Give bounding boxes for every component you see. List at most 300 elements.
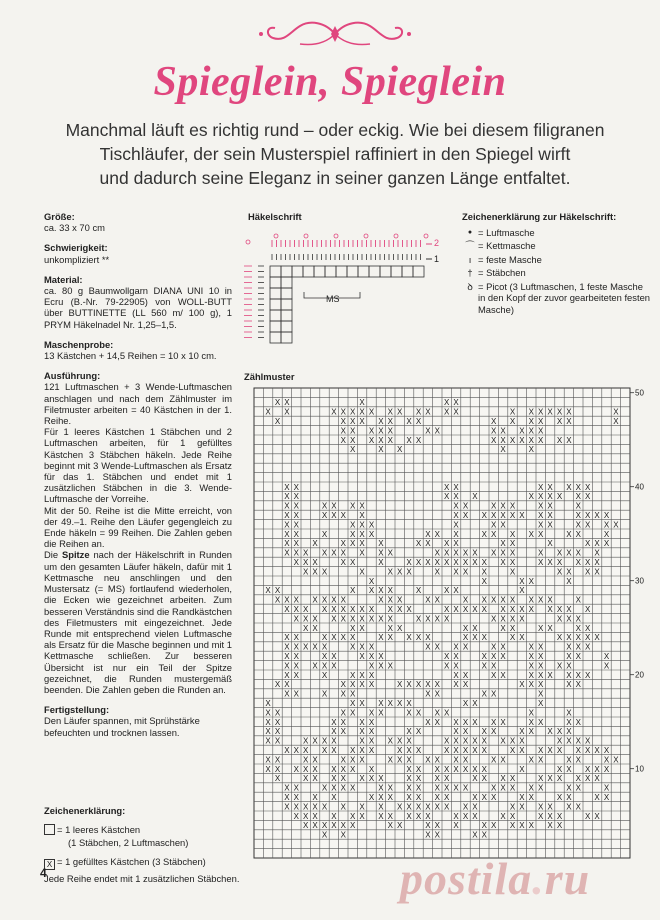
filled-cell: X <box>312 567 318 577</box>
filled-cell: X <box>312 623 318 633</box>
filled-cell: X <box>293 689 299 699</box>
filled-cell: X <box>312 736 318 746</box>
filled-cell: X <box>378 426 384 436</box>
filled-cell: X <box>397 802 403 812</box>
filled-cell: X <box>340 727 346 737</box>
filled-cell: X <box>491 548 497 558</box>
execution-text-3: Mit der 50. Reihe ist die Mitte erreicht, von der 49.–1. Reihe den Läufer gegengleich zu Ende häkeln = 99 Reihen. Die Zahlen geben die Reihen an. <box>44 504 232 550</box>
filled-cell: X <box>378 586 384 596</box>
filled-cell: X <box>509 548 516 558</box>
filled-cell: X <box>359 501 365 511</box>
filled-cell: X <box>547 605 553 614</box>
filled-cell: X <box>331 633 337 643</box>
filled-cell: X <box>321 511 328 520</box>
filled-cell: X <box>368 426 375 436</box>
filled-cell: X <box>575 652 581 661</box>
filled-cell: X <box>331 764 337 774</box>
filled-cell: X <box>500 595 506 605</box>
filled-cell: X <box>350 708 356 718</box>
filled-cell: X <box>359 736 365 746</box>
filet-square <box>325 266 336 277</box>
filled-cell: X <box>387 755 393 765</box>
filet-square <box>281 266 292 277</box>
filled-cell: X <box>547 746 553 755</box>
filled-cell: X <box>274 417 281 426</box>
filled-cell: X <box>519 614 525 624</box>
filled-cell: X <box>453 642 459 652</box>
filled-cell: X <box>312 614 318 624</box>
filled-cell: X <box>321 689 328 699</box>
filled-cell: X <box>293 783 299 793</box>
filled-cell: X <box>397 821 403 831</box>
filled-cell: X <box>509 417 516 426</box>
filled-cell: X <box>509 567 516 577</box>
filled-cell: X <box>585 511 591 520</box>
filled-cell: X <box>491 661 497 671</box>
filled-cell: X <box>594 764 600 774</box>
filled-cell: X <box>566 614 572 624</box>
filled-cell: X <box>303 764 309 774</box>
filled-cell: X <box>538 548 544 558</box>
filled-cell: X <box>462 755 469 765</box>
filled-cell: X <box>340 511 346 520</box>
filled-cell: X <box>585 605 591 614</box>
filled-cell: X <box>368 680 375 690</box>
filled-cell: X <box>293 802 299 812</box>
filet-square <box>380 266 391 277</box>
filled-cell: X <box>491 642 497 652</box>
filled-cell: X <box>406 680 412 690</box>
filled-cell: X <box>387 793 393 802</box>
filet-square <box>369 266 380 277</box>
filled-cell: X <box>491 793 497 802</box>
filled-cell: X <box>415 633 422 643</box>
filled-cell: X <box>265 407 271 417</box>
filled-cell: X <box>434 614 440 624</box>
filled-cell: X <box>303 642 309 652</box>
filled-cell: X <box>538 435 544 445</box>
filled-cell: X <box>425 407 431 417</box>
gauge-heading: Maschenprobe: <box>44 338 114 350</box>
filled-cell: X <box>378 652 384 661</box>
filled-cell: X <box>481 830 487 840</box>
filet-square <box>347 266 358 277</box>
watermark-domain: ru <box>544 853 591 904</box>
filled-cell: X <box>585 642 591 652</box>
filled-cell: X <box>500 642 506 652</box>
filled-cell: X <box>500 755 506 765</box>
filled-cell: X <box>406 633 412 643</box>
filled-cell: X <box>585 774 591 784</box>
filled-cell: X <box>538 623 544 633</box>
filled-cell: X <box>359 407 365 417</box>
filled-cell: X <box>368 736 375 746</box>
filled-cell: X <box>603 539 610 549</box>
filled-cell: X <box>331 614 337 624</box>
filled-cell: X <box>321 783 328 793</box>
filled-cell: X <box>472 746 478 755</box>
filled-cell: X <box>472 558 478 567</box>
filled-cell: X <box>509 736 516 746</box>
filled-cell: X <box>547 482 553 492</box>
difficulty-text: unkompliziert ** <box>44 253 110 265</box>
filled-cell: X <box>585 633 591 643</box>
single-crochet-icon: ı <box>468 253 472 265</box>
filet-square <box>281 332 292 343</box>
filled-cell: X <box>453 821 459 831</box>
filled-cell: X <box>491 652 497 661</box>
filled-cell: X <box>350 529 356 539</box>
filled-cell: X <box>538 699 544 708</box>
count-chart <box>250 384 650 869</box>
filled-cell: X <box>425 821 431 831</box>
filled-cell: X <box>462 605 469 614</box>
filled-cell: X <box>528 793 534 802</box>
filled-cell: X <box>312 764 318 774</box>
filled-cell: X <box>415 435 422 445</box>
filled-cell: X <box>603 793 610 802</box>
filled-cell: X <box>312 539 318 549</box>
filled-cell: X <box>472 764 478 774</box>
filled-cell: X <box>500 774 506 784</box>
filled-cell: X <box>453 492 459 502</box>
filled-cell: X <box>491 426 497 436</box>
filled-cell: X <box>509 811 516 821</box>
filled-cell: X <box>453 755 459 765</box>
page-number: 4 <box>40 866 47 880</box>
filled-cell: X <box>331 652 337 661</box>
filled-cell: X <box>491 614 497 624</box>
filled-cell: X <box>293 539 299 549</box>
filled-cell: X <box>556 435 563 445</box>
filled-cell: X <box>293 811 299 821</box>
filled-cell: X <box>481 746 487 755</box>
filled-cell: X <box>594 511 600 520</box>
picot-mark <box>246 240 250 244</box>
filled-cell: X <box>462 764 469 774</box>
filled-cell: X <box>453 407 459 417</box>
filled-cell: X <box>528 529 534 539</box>
filled-cell: X <box>406 783 412 793</box>
filled-cell: X <box>575 595 581 605</box>
filled-cell: X <box>500 445 506 455</box>
filled-cell: X <box>434 717 440 727</box>
filled-cell: X <box>462 727 469 737</box>
filled-cell: X <box>528 670 534 680</box>
filled-cell: X <box>265 755 271 765</box>
filet-square <box>281 310 292 321</box>
filled-cell: X <box>378 539 384 549</box>
filled-cell: X <box>575 783 581 793</box>
filled-cell: X <box>453 783 459 793</box>
filled-cell: X <box>293 558 299 567</box>
filled-cell: X <box>321 605 328 614</box>
filled-cell: X <box>406 417 412 426</box>
filled-cell: X <box>359 623 365 633</box>
filled-cell: X <box>509 774 516 784</box>
filled-cell: X <box>575 755 581 765</box>
filled-cell: X <box>331 774 337 784</box>
crochet-chart <box>236 226 456 350</box>
filled-cell: X <box>500 605 506 614</box>
filled-cell: X <box>462 548 469 558</box>
picot-icon: ꝺ <box>467 280 473 292</box>
filled-cell: X <box>594 746 600 755</box>
filled-cell: X <box>340 821 346 831</box>
filled-cell: X <box>434 558 440 567</box>
filled-cell: X <box>321 821 328 831</box>
filled-cell: X <box>368 746 375 755</box>
filled-cell: X <box>331 548 337 558</box>
filled-cell: X <box>575 642 581 652</box>
filled-cell: X <box>350 755 356 765</box>
filled-cell: X <box>462 623 469 633</box>
filled-cell: X <box>500 501 506 511</box>
ms-label: MS <box>326 294 340 304</box>
filled-cell: X <box>491 501 497 511</box>
count-chart-label: Zählmuster <box>244 371 295 382</box>
filled-cell: X <box>575 529 581 539</box>
filled-cell: X <box>331 811 337 821</box>
filled-cell: X <box>340 830 346 840</box>
filled-cell: X <box>350 605 356 614</box>
filled-cell: X <box>331 407 337 417</box>
filled-cell: X <box>321 746 328 755</box>
filled-cell: X <box>293 661 299 671</box>
filled-cell: X <box>274 680 281 690</box>
filled-cell: X <box>340 633 346 643</box>
filled-cell: X <box>509 501 516 511</box>
crochet-key <box>462 211 652 317</box>
filled-cell: X <box>519 736 525 746</box>
filled-cell: X <box>481 652 487 661</box>
filled-cell: X <box>509 746 516 755</box>
execution-text-4 <box>44 549 232 695</box>
filled-cell: X <box>312 811 318 821</box>
filled-cell: X <box>359 567 365 577</box>
filled-cell: X <box>500 614 506 624</box>
filled-cell: X <box>368 764 375 774</box>
filled-cell: X <box>528 426 534 436</box>
filled-cell: X <box>444 736 450 746</box>
filled-cell: X <box>265 717 271 727</box>
key-row <box>462 267 652 279</box>
filled-cell: X <box>538 802 544 812</box>
filled-cell: X <box>359 670 365 680</box>
filled-cell: X <box>350 821 356 831</box>
filet-square <box>292 266 303 277</box>
filled-cell: X <box>350 811 356 821</box>
filled-cell: X <box>472 793 478 802</box>
filled-cell: X <box>472 717 478 727</box>
filled-cell: X <box>378 802 384 812</box>
filled-cell: X <box>453 661 459 671</box>
filled-cell: X <box>481 576 487 586</box>
filled-cell: X <box>312 558 318 567</box>
filled-cell: X <box>284 783 290 793</box>
filled-cell: X <box>538 520 544 530</box>
filled-cell: X <box>378 661 384 671</box>
filled-cell: X <box>453 520 459 530</box>
filled-cell: X <box>538 642 544 652</box>
filled-cell: X <box>566 717 572 727</box>
filled-cell: X <box>406 727 412 737</box>
key-row <box>462 227 652 239</box>
legend-empty-text: = 1 leeres Kästchen <box>57 824 141 835</box>
filled-cell: X <box>519 746 525 755</box>
finishing-text: Den Läufer spannen, mit Sprühstärke befeuchten und trocknen lassen. <box>44 715 200 738</box>
filled-cell: X <box>585 736 591 746</box>
filled-cell: X <box>528 755 534 765</box>
filled-cell: X <box>462 746 469 755</box>
filled-cell: X <box>434 595 440 605</box>
row-label: 20 <box>635 670 644 680</box>
filled-cell: X <box>528 407 534 417</box>
filled-cell: X <box>556 407 563 417</box>
filled-cell: X <box>434 830 440 840</box>
filled-cell: X <box>556 633 563 643</box>
filled-cell: X <box>566 661 572 671</box>
filled-cell: X <box>509 529 516 539</box>
filled-cell: X <box>284 529 290 539</box>
filled-cell: X <box>368 670 375 680</box>
filled-cell: X <box>538 511 544 520</box>
filled-cell: X <box>425 830 431 840</box>
filled-cell: X <box>509 539 516 549</box>
filled-cell: X <box>491 435 497 445</box>
filled-cell: X <box>538 482 544 492</box>
filled-cell: X <box>453 482 459 492</box>
filled-cell: X <box>274 595 281 605</box>
filled-cell: X <box>556 614 563 624</box>
filled-cell: X <box>462 633 469 643</box>
filled-cell: X <box>425 680 431 690</box>
filled-cell: X <box>509 595 516 605</box>
filled-cell: X <box>312 661 318 671</box>
filled-cell: X <box>453 567 459 577</box>
filled-cell: X <box>500 783 506 793</box>
filled-cell: X <box>472 623 478 633</box>
filled-cell: X <box>387 821 393 831</box>
filled-cell: X <box>538 501 544 511</box>
filled-cell: X <box>509 558 516 567</box>
filled-cell: X <box>613 755 619 765</box>
filled-cell: X <box>434 680 440 690</box>
filled-cell: X <box>444 398 450 408</box>
filled-cell: X <box>340 717 346 727</box>
filet-square <box>391 266 402 277</box>
filled-cell: X <box>265 736 271 746</box>
filled-cell: X <box>481 558 487 567</box>
filled-cell: X <box>547 811 553 821</box>
filled-cell: X <box>528 595 534 605</box>
filled-cell: X <box>575 511 581 520</box>
filled-cell: X <box>575 746 581 755</box>
filled-cell: X <box>594 774 600 784</box>
filled-cell: X <box>359 417 365 426</box>
chain-stitch-icon: ● <box>467 228 473 236</box>
filled-cell: X <box>350 501 356 511</box>
filled-cell: X <box>613 407 619 417</box>
filled-cell: X <box>415 746 422 755</box>
filled-cell: X <box>566 736 572 746</box>
filled-cell: X <box>321 736 328 746</box>
filled-cell: X <box>406 435 412 445</box>
filled-cell: X <box>387 567 393 577</box>
filet-square <box>303 266 314 277</box>
filled-cell: X <box>434 821 440 831</box>
filled-cell: X <box>387 736 393 746</box>
filled-cell: X <box>303 605 309 614</box>
filled-cell: X <box>321 633 328 643</box>
filled-cell: X <box>359 774 365 784</box>
filled-cell: X <box>331 793 337 802</box>
filled-cell: X <box>378 558 384 567</box>
filled-cell: X <box>415 708 422 718</box>
filled-cell: X <box>415 680 422 690</box>
filled-cell: X <box>556 811 563 821</box>
filled-cell: X <box>284 652 290 661</box>
filled-cell: X <box>594 793 600 802</box>
filet-square <box>402 266 413 277</box>
filled-cell: X <box>387 605 393 614</box>
filled-cell: X <box>453 529 459 539</box>
filled-cell: X <box>284 793 290 802</box>
filled-cell: X <box>603 783 610 793</box>
filled-cell: X <box>538 746 544 755</box>
filled-cell: X <box>359 520 365 530</box>
filled-cell: X <box>425 529 431 539</box>
filled-cell: X <box>491 529 497 539</box>
filled-cell: X <box>368 520 375 530</box>
filled-cell: X <box>284 802 290 812</box>
filled-cell: X <box>547 727 553 737</box>
filled-cell: X <box>462 736 469 746</box>
filled-cell: X <box>397 699 403 708</box>
filled-cell: X <box>556 661 563 671</box>
filled-cell: X <box>528 821 534 831</box>
filled-cell: X <box>566 652 572 661</box>
filled-cell: X <box>444 548 450 558</box>
filled-cell: X <box>444 482 450 492</box>
filled-cell: X <box>359 746 365 755</box>
filled-cell: X <box>575 623 581 633</box>
filled-cell: X <box>321 670 328 680</box>
filled-cell: X <box>519 426 525 436</box>
filled-cell: X <box>444 802 450 812</box>
filled-cell: X <box>472 492 478 502</box>
filled-cell: X <box>293 670 299 680</box>
filled-cell: X <box>303 623 309 633</box>
filled-cell: X <box>462 511 469 520</box>
filled-cell: X <box>547 501 553 511</box>
filled-cell: X <box>547 520 553 530</box>
filled-cell: X <box>321 802 328 812</box>
filled-cell: X <box>303 811 309 821</box>
filled-cell: X <box>566 783 572 793</box>
filled-cell: X <box>425 755 431 765</box>
filled-cell: X <box>594 539 600 549</box>
filled-cell: X <box>387 417 393 426</box>
filled-cell: X <box>350 445 356 455</box>
filled-cell: X <box>453 586 459 596</box>
filled-cell: X <box>340 689 346 699</box>
filled-cell: X <box>585 811 591 821</box>
filled-cell: X <box>350 764 356 774</box>
filled-cell: X <box>397 407 403 417</box>
filled-cell: X <box>491 520 497 530</box>
filled-cell: X <box>274 586 281 596</box>
